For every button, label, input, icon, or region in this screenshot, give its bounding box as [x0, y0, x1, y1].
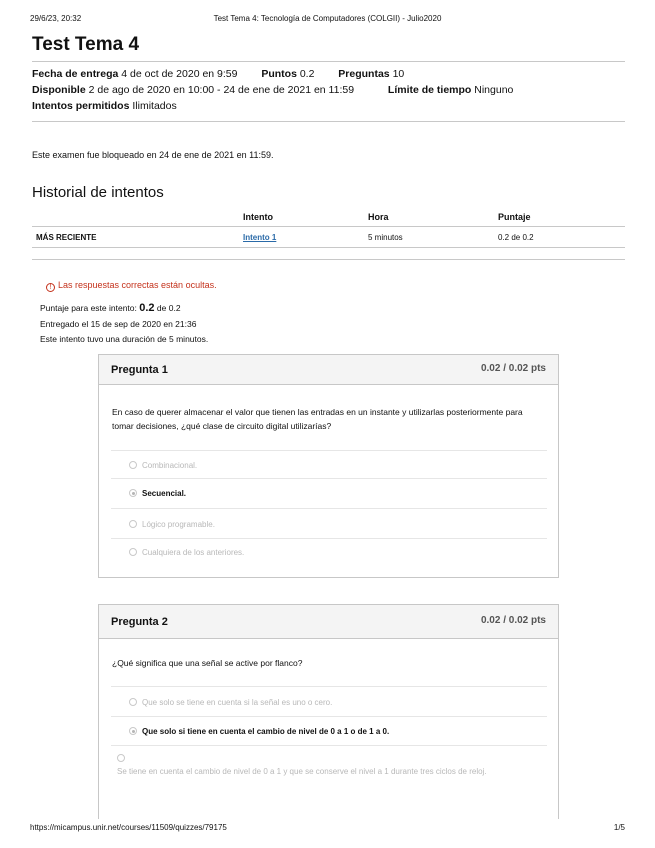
- divider: [32, 259, 625, 260]
- quiz-details-line-2: [32, 84, 513, 96]
- question-header: [99, 605, 558, 639]
- answer-text: Cualquiera de los anteriores.: [142, 548, 245, 557]
- answer-text: Secuencial.: [142, 489, 187, 498]
- submitted-line: Entregado el 15 de sep de 2020 en 21:36: [40, 319, 197, 329]
- questions-value: 10: [392, 68, 405, 80]
- attempt-time: 5 minutos: [368, 233, 403, 242]
- radio-button[interactable]: [129, 548, 137, 556]
- col-time-header: Hora: [368, 212, 389, 222]
- answer-text: Que solo si tiene en cuenta el cambio de nivel de 0 a 1 o de 1 a 0.: [142, 727, 390, 736]
- points-value: 0.2: [299, 68, 315, 80]
- hidden-answers-note: [46, 280, 217, 292]
- points-label: Puntos: [261, 68, 297, 80]
- answer-text: Se tiene en cuenta el cambio de nivel de 0 a 1 y que se conserve el nivel a 1 durante tres ciclos de reloj.: [117, 767, 487, 776]
- page-url: https://micampus.unir.net/courses/11509/quizzes/79175: [30, 823, 227, 832]
- question-text: ¿Qué significa que una señal se active por flanco?: [112, 658, 303, 668]
- questions-label: Preguntas: [338, 68, 390, 80]
- time-limit-label: Límite de tiempo: [387, 84, 472, 96]
- radio-button[interactable]: [117, 754, 125, 762]
- radio-button[interactable]: [129, 520, 137, 528]
- question-text: En caso de querer almacenar el valor que tienen las entradas en un instante y utilizarlas posteriormente para tomar decisiones, ¿qué clase de circuito digital utilizarías?: [112, 407, 523, 431]
- hidden-answers-text: Las respuestas correctas están ocultas.: [58, 280, 217, 290]
- info-icon: !: [46, 283, 55, 292]
- print-header: [30, 14, 625, 26]
- time-limit-value: Ninguno: [474, 84, 514, 96]
- answer-option: [111, 686, 547, 716]
- answer-option: [111, 508, 547, 538]
- question-title: Pregunta 2: [111, 616, 168, 628]
- answer-text: Combinacional.: [142, 461, 198, 470]
- answer-option: [111, 478, 547, 508]
- duration-line: Este intento tuvo una duración de 5 minutos.: [40, 334, 209, 344]
- quiz-details-line-1: [32, 68, 404, 80]
- radio-button[interactable]: [129, 461, 137, 469]
- due-label: Fecha de entrega: [32, 68, 119, 80]
- due-value: 4 de oct de 2020 en 9:59: [121, 68, 238, 80]
- score-suffix: de 0.2: [156, 303, 181, 313]
- question-card-2: [98, 604, 559, 819]
- attempt-history-title: Historial de intentos: [32, 184, 164, 201]
- print-footer: [30, 823, 625, 835]
- question-title: Pregunta 1: [111, 364, 168, 376]
- answer-option: [111, 745, 547, 785]
- most-recent-label: MÁS RECIENTE: [36, 233, 97, 242]
- attempts-label: Intentos permitidos: [32, 100, 130, 112]
- page-number: 1/5: [613, 823, 625, 832]
- table-row: [32, 233, 625, 245]
- answer-text: Lógico programable.: [142, 520, 215, 529]
- radio-button-selected[interactable]: [129, 489, 137, 497]
- question-header: [99, 355, 558, 385]
- table-divider: [32, 247, 625, 248]
- available-label: Disponible: [32, 84, 86, 96]
- table-divider: [32, 226, 625, 227]
- print-page-title: Test Tema 4: Tecnología de Computadores (COLGII) - Julio2020: [213, 14, 442, 23]
- question-card-1: [98, 354, 559, 578]
- quiz-title: Test Tema 4: [32, 34, 140, 55]
- question-points: 0.02 / 0.02 pts: [480, 615, 546, 626]
- score-value: 0.2: [139, 302, 155, 314]
- divider: [32, 121, 625, 122]
- radio-button-selected[interactable]: [129, 727, 137, 735]
- locked-message: Este examen fue bloqueado en 24 de ene de 2021 en 11:59.: [32, 150, 274, 160]
- attempts-value: Ilimitados: [132, 100, 177, 112]
- col-score-header: Puntaje: [498, 212, 531, 222]
- divider: [32, 61, 625, 62]
- answer-option: [111, 716, 547, 745]
- question-points: 0.02 / 0.02 pts: [480, 363, 546, 374]
- col-attempt-header: Intento: [243, 212, 273, 222]
- print-date: 29/6/23, 20:32: [30, 14, 82, 23]
- attempt-score: 0.2 de 0.2: [498, 233, 534, 242]
- attempt-link[interactable]: Intento 1: [243, 233, 277, 242]
- answer-option: [111, 538, 547, 566]
- answer-text: Que solo se tiene en cuenta si la señal es uno o cero.: [142, 698, 333, 707]
- score-label: Puntaje para este intento:: [40, 303, 137, 313]
- quiz-details-line-3: [32, 100, 177, 112]
- available-value: 2 de ago de 2020 en 10:00 - 24 de ene de 2021 en 11:59: [88, 84, 355, 96]
- answer-option: [111, 450, 547, 478]
- attempt-score-line: [40, 302, 181, 314]
- history-table-header: [32, 212, 625, 226]
- radio-button[interactable]: [129, 698, 137, 706]
